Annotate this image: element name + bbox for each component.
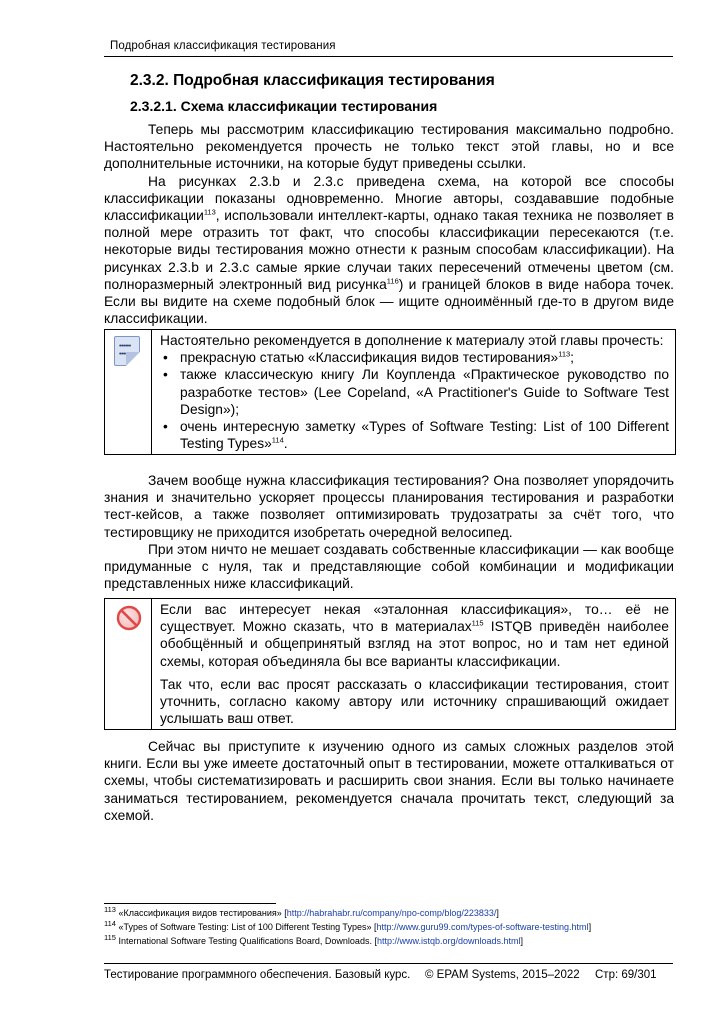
footer-page-number: Стр: 69/301: [595, 969, 657, 981]
footnote-114-link[interactable]: http://www.guru99.com/types-of-software-testing.html: [376, 922, 589, 932]
note-item-article: • прекрасную статью «Классификация видов тестирования»$^{113}$;: [160, 349, 669, 366]
footnote-ref-113[interactable]: 113: [558, 349, 571, 359]
middle-text: [104, 472, 674, 592]
footer-rule: [104, 963, 673, 964]
notepad-icon: •••••• ••••••: [114, 336, 140, 366]
footnote-113-link[interactable]: http://habrahabr.ru/company/npo-comp/blog/223833/: [286, 908, 497, 918]
paragraph-2-part-c: ) и границей блоков в виде набора точек. Если вы видите на схеме подобный блок — ищите одноимённый где-то в другом виде классификации.: [104, 276, 675, 327]
note-list: [160, 349, 669, 452]
paragraph-2-part-b: , использовали интеллект-карты, однако такая техника не позволяет в полной мере отразить тот факт, что способы классификации пересекаются (т.е. некоторые виды тестирования можно отнести к разным способам классификации). На рисунках 2.3.b и 2.3.c самые яркие случаи таких пересечений отмечены цветом (см. полноразмерный электронный вид рисунка: [104, 208, 674, 292]
note-item-book: • также классическую книгу Ли Коупленда «Практическое руководство по разработке тестов» (Lee Copeland, «A Practitioner's Guide to Software Test Design»);: [160, 366, 669, 418]
footnote-114: $^{114}$ «Types of Software Testing: List of 100 Different Testing Types» [http://www.guru99.com/types-of-software-testing.html]: [104, 919, 592, 932]
closing-text: [104, 738, 674, 824]
note-icon-cell: [105, 330, 152, 454]
footnote-ref-116[interactable]: 116: [386, 276, 399, 286]
warning-paragraph-2: Так что, если вас просят рассказать о классификации тестирования, стоит уточнить, согласно какому автору или источнику спрашивающий ожидает услышать ваш ответ.: [160, 676, 669, 727]
warning-paragraph-1: Если вас интересует некая «эталонная классификация», то… её не существует. Можно сказать, что в материалах$^{115}$ ISTQB приведён наиболее обобщённый и общепринятый взгляд на этот вопрос, но и там нет единой схемы, которая объединяла бы все варианты классификации.: [160, 602, 669, 669]
no-entry-icon: [116, 605, 142, 631]
warning-icon-cell: [105, 599, 152, 729]
paragraph-3: Зачем вообще нужна классификация тестирования? Она позволяет упорядочить знания и значительно ускоряет процессы планирования тестирования и разработки тест-кейсов, а также позволяет оптимизировать трудозатраты за счёт того, что тестировщику не приходится изобретать очередной велосипед.: [104, 473, 674, 540]
intro-text: [104, 121, 674, 327]
warning-note: [104, 598, 676, 730]
paragraph-5: Сейчас вы приступите к изучению одного из самых сложных разделов этой книги. Если вы уже имеете достаточный опыт в тестировании, можете отталкиваться от схемы, чтобы систематизировать и расширить свои знания. Если вы только начинаете заниматься тестированием, рекомендуется сначала прочитать текст, следующий за схемой.: [104, 739, 674, 823]
note-intro: Настоятельно рекомендуется в дополнение к материалу этой главы прочесть:: [160, 333, 664, 348]
section-heading: 2.3.2. Подробная классификация тестирования: [130, 72, 495, 89]
footnote-115-link[interactable]: http://www.istqb.org/downloads.html: [376, 936, 521, 946]
paragraph-2: [104, 173, 674, 328]
subsection-heading: 2.3.2.1. Схема классификации тестирования: [130, 98, 438, 114]
running-head: Подробная классификация тестирования: [110, 40, 336, 52]
recommendation-note: [104, 329, 676, 455]
footnote-115: $^{115}$ International Software Testing Qualifications Board, Downloads. [http://www.istqb.org/downloads.html]: [104, 933, 524, 946]
footer-copyright: © EPAM Systems, 2015–2022: [425, 969, 580, 981]
footnote-ref-113[interactable]: 113: [203, 207, 216, 217]
note-item-list: • очень интересную заметку «Types of Software Testing: List of 100 Different Testing Types»$^{114}$.: [160, 418, 669, 452]
footer-book-title: Тестирование программного обеспечения. Базовый курс.: [104, 969, 411, 981]
footnote-ref-115[interactable]: 115: [471, 618, 484, 628]
footnote-ref-114[interactable]: 114: [271, 435, 284, 445]
warning-body: [152, 599, 675, 729]
note-body: [152, 330, 675, 454]
paragraph-2-part-a: На рисунках 2.3.b и 2.3.c приведена схема, на которой все способы классификации показаны одновременно. Многие авторы, создававшие подобные классификации: [104, 173, 674, 224]
paragraph-1: Теперь мы рассмотрим классификацию тестирования максимально подробно. Настоятельно рекомендуется прочесть не только текст этой главы, но и все дополнительные источники, на которые будут приведены ссылки.: [104, 122, 674, 172]
footnote-separator: [104, 903, 276, 904]
paragraph-4: При этом ничто не мешает создавать собственные классификации — как вообще придуманные с нуля, так и представляющие собой комбинации и модификации представленных ниже классификаций.: [104, 541, 674, 592]
footnote-113: $^{113}$ «Классификация видов тестирования» [http://habrahabr.ru/company/npo-comp/blog/223833/]: [104, 905, 499, 918]
header-rule: [104, 56, 673, 57]
